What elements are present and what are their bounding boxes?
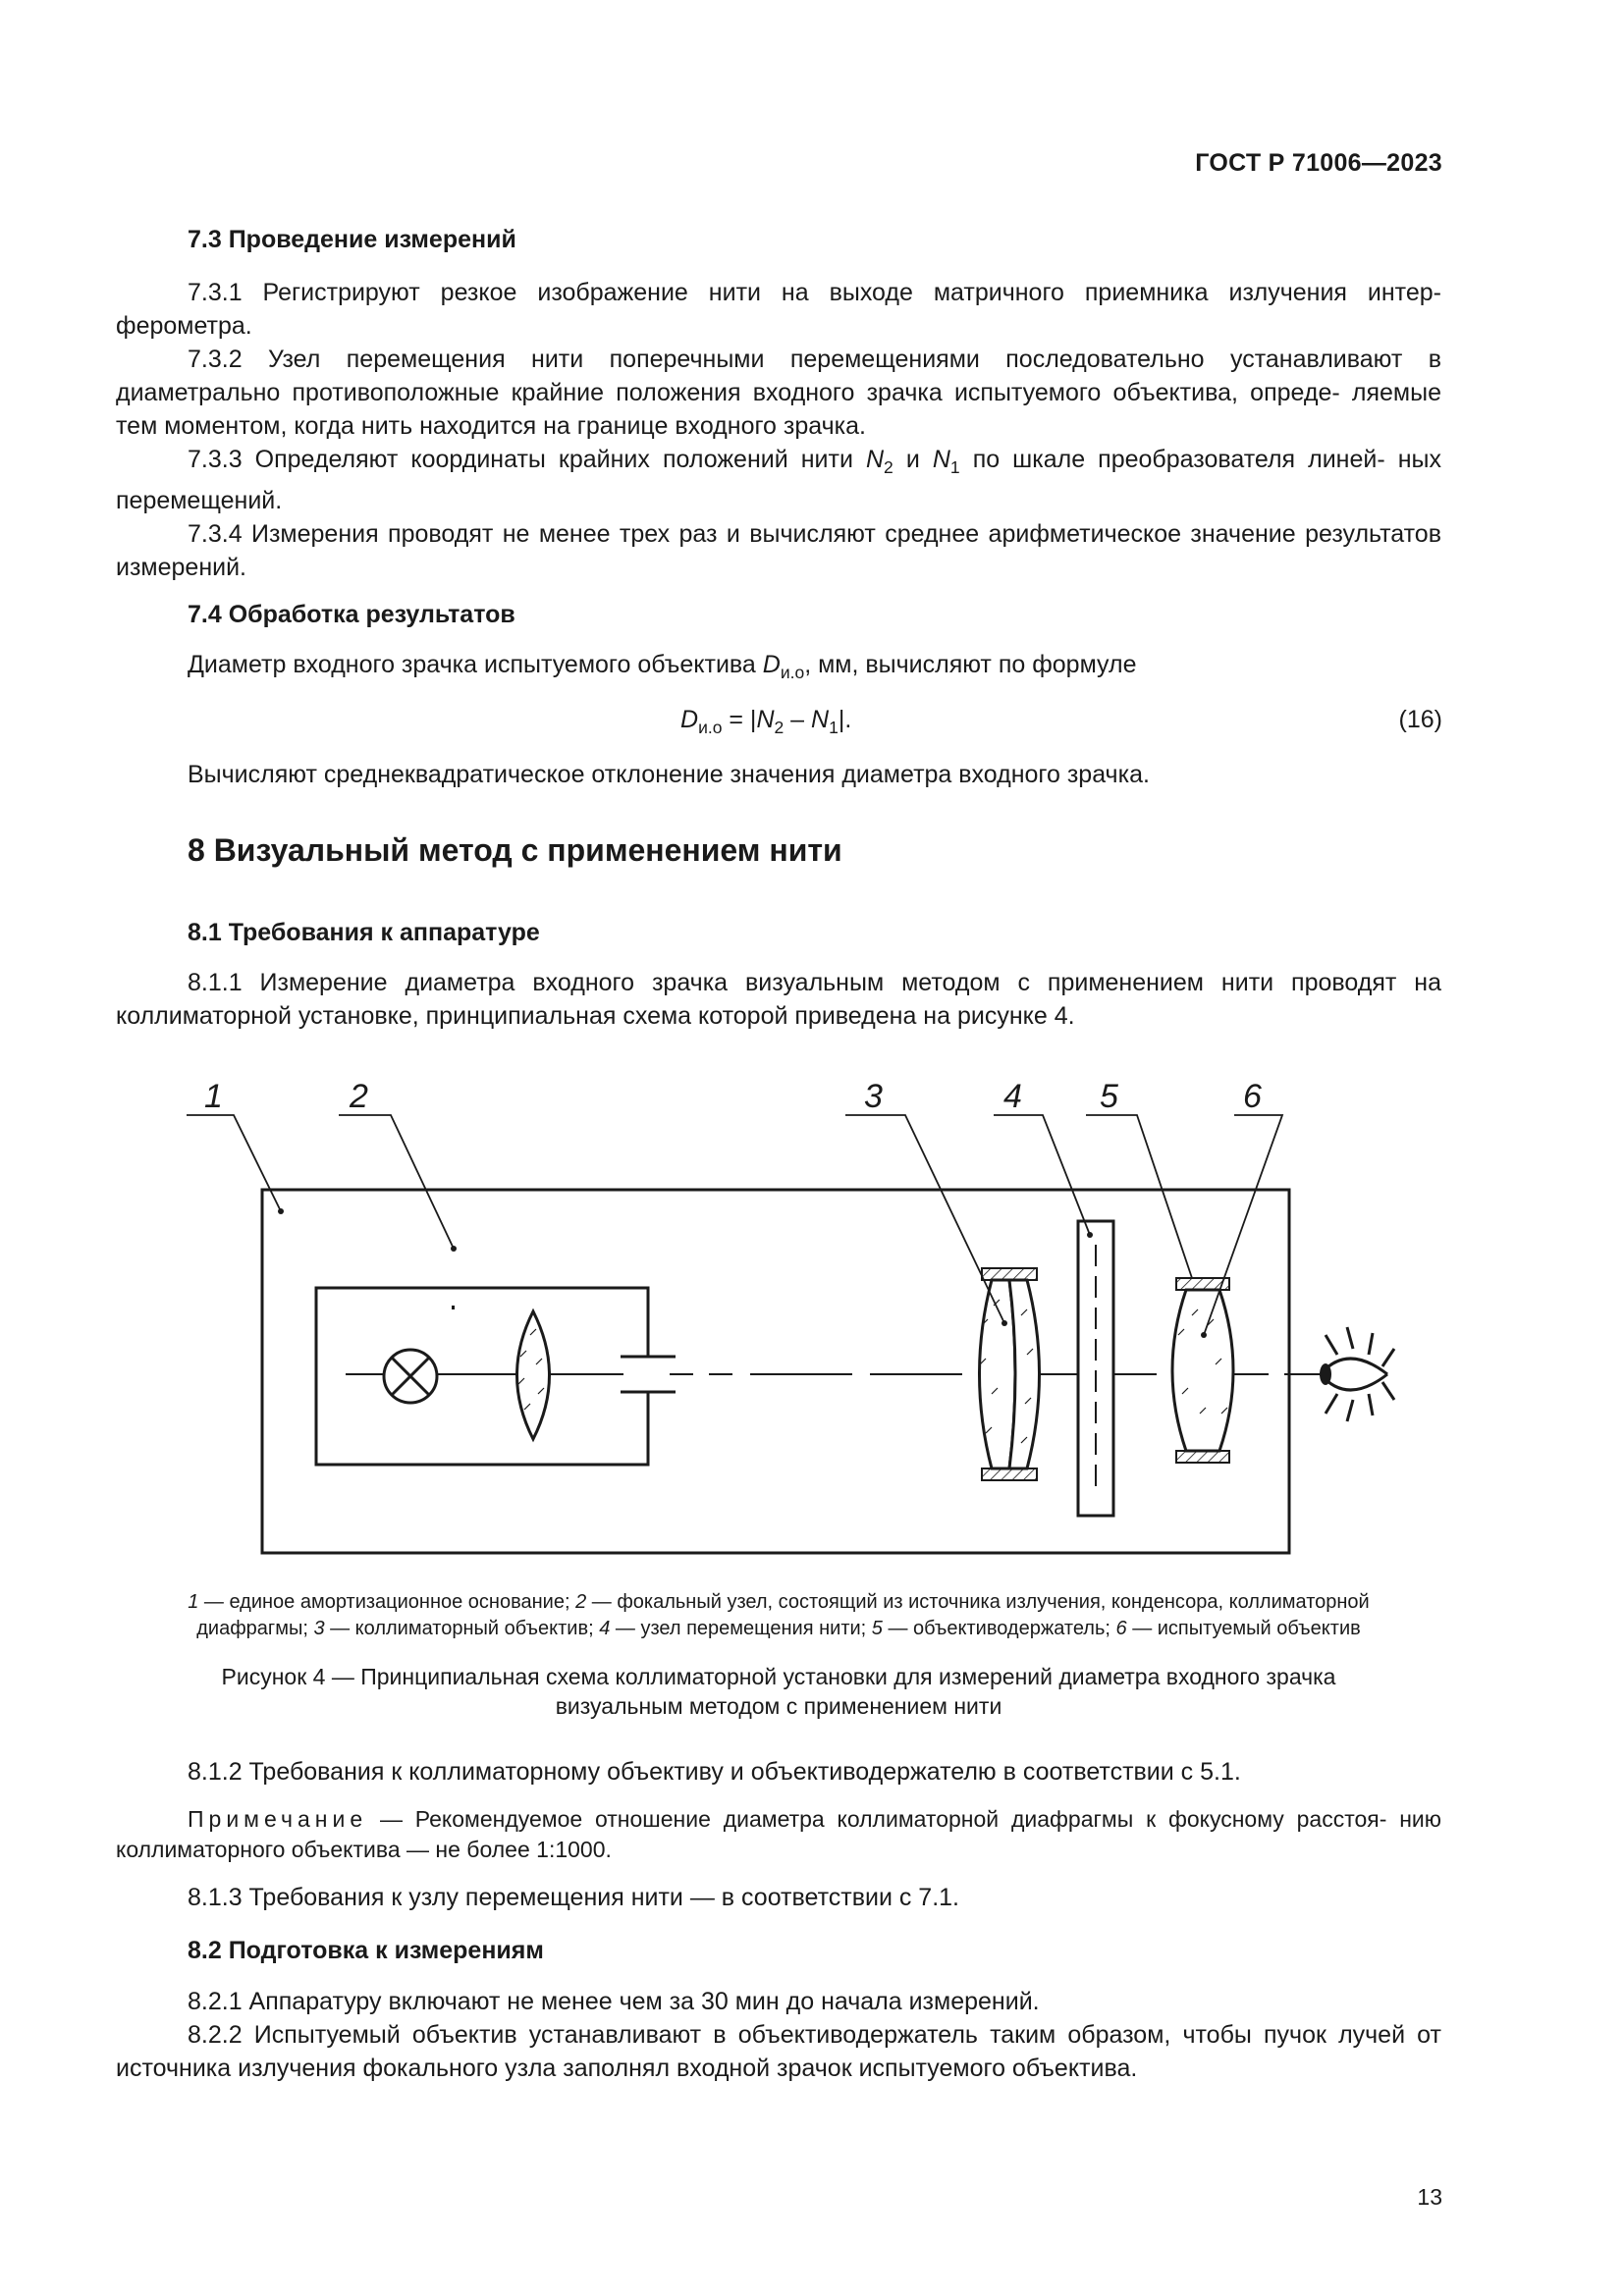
legend-key: 3	[313, 1618, 325, 1639]
legend-key: 6	[1115, 1618, 1127, 1639]
paragraph-7-3-3	[116, 443, 1441, 517]
formula-number: (16)	[1398, 706, 1442, 733]
legend-text: — фокальный узел, состоящий из источника излучения, конденсора, коллиматорной	[586, 1591, 1370, 1613]
text-line: 8.2.1 Аппаратуру включают не менее чем за 30 мин до начала измерений.	[188, 1988, 1040, 2015]
eye-icon	[1321, 1327, 1394, 1421]
subscript: 2	[884, 457, 893, 477]
figure-label-3: 3	[864, 1078, 883, 1115]
legend-key: 5	[871, 1618, 883, 1639]
text-line: 8.1.1 Измерение диаметра входного зрачка визуальным методом с применением нити проводят	[188, 969, 1397, 996]
text-line: 7.3.2 Узел перемещения нити поперечными перемещениями последовательно устанавливают в	[188, 346, 1441, 373]
legend-text: — коллиматорный объектив;	[324, 1618, 600, 1639]
text-run: , мм, вычисляют по формуле	[804, 651, 1137, 678]
section-8-title: 8 Визуальный метод с применением нити	[188, 832, 842, 868]
legend-line-1	[116, 1589, 1441, 1616]
text-line: лучей от источника излучения фокального узла заполнял входной зрачок испытуемого объектива.	[116, 2021, 1441, 2082]
section-8-2-body	[116, 1985, 1441, 2085]
figure-label-5: 5	[1100, 1078, 1118, 1115]
symbol-n: N	[811, 706, 830, 733]
symbol-n: N	[865, 446, 885, 473]
paragraph-7-3-4	[116, 517, 1441, 584]
section-7-4-title: 7.4 Обработка результатов	[188, 601, 515, 628]
subscript: 2	[774, 718, 785, 737]
caption-line: визуальным методом с применением нити	[555, 1693, 1002, 1719]
figure-label-6: 6	[1243, 1078, 1262, 1115]
paragraph-7-3-2	[116, 343, 1441, 443]
section-7-3-body	[116, 276, 1441, 584]
tested-objective	[1172, 1278, 1233, 1463]
text-run: — Рекомендуемое отношение диаметра коллиматорной диафрагмы к фокусному расстоя-	[367, 1806, 1387, 1832]
legend-key: 1	[188, 1591, 199, 1613]
legend-text: — узел перемещения нити;	[610, 1618, 872, 1639]
text-run: по шкале преобразователя линей-	[959, 446, 1385, 473]
legend-text: диафрагмы;	[196, 1618, 314, 1639]
text-line: результатов измерений.	[116, 520, 1441, 581]
section-7-4-intro	[188, 648, 1137, 689]
paragraph-7-3-1	[116, 276, 1441, 343]
formula-part: = |	[722, 706, 757, 733]
text-line: диаметрально противоположные крайние положения входного зрачка испытуемого объектива, опреде-	[116, 379, 1340, 406]
legend-text: — испытуемый объектив	[1126, 1618, 1361, 1639]
symbol-d: D	[680, 706, 699, 733]
paragraph-8-1-1	[116, 966, 1441, 1033]
text-line: ляемые тем моментом, когда нить находится на границе входного зрачка.	[116, 379, 1441, 440]
section-8-1-body	[116, 966, 1441, 1033]
text-line: 7.3.1 Регистрируют резкое изображение нити на выходе матричного приемника излучения интер-	[188, 279, 1441, 306]
text-line: 8.2.2 Испытуемый объектив устанавливают в объективодержатель таким образом, чтобы пучок	[188, 2021, 1326, 2049]
thread-displacement-unit	[1078, 1221, 1113, 1516]
section-8-2-title: 8.2 Подготовка к измерениям	[188, 1937, 544, 1964]
caption-line: Рисунок 4 — Принципиальная схема коллиматорной установки для измерений диаметра входного зрачка	[221, 1664, 1336, 1689]
formula-part: –	[784, 706, 812, 733]
subscript: и.о	[698, 718, 723, 737]
pupil	[1320, 1363, 1331, 1385]
page-number: 13	[1417, 2184, 1442, 2210]
formula-part: |.	[838, 706, 852, 733]
symbol-n: N	[932, 446, 950, 473]
collimator-objective	[980, 1268, 1040, 1480]
note-paragraph	[116, 1804, 1441, 1865]
paragraph-8-1-3: 8.1.3 Требования к узлу перемещения нити — в соответствии с 7.1.	[188, 1884, 959, 1911]
symbol-n: N	[756, 706, 775, 733]
text-line: ных перемещений.	[116, 446, 1442, 514]
note	[116, 1804, 1441, 1865]
legend-key: 4	[599, 1618, 611, 1639]
paragraph-8-2-1	[116, 1985, 1441, 2018]
legend-key: 2	[575, 1591, 587, 1613]
section-8-1-title: 8.1 Требования к аппаратуре	[188, 919, 540, 946]
condenser-lens	[517, 1311, 550, 1439]
legend-text: — объективодержатель;	[882, 1618, 1116, 1639]
text-run: Диаметр входного зрачка испытуемого объектива	[188, 651, 763, 678]
figure-label-4: 4	[1003, 1078, 1022, 1115]
section-7-3-title: 7.3 Проведение измерений	[188, 226, 516, 253]
collimator-scheme-figure	[0, 1070, 1624, 1580]
formula-16	[680, 703, 851, 744]
subscript: и.о	[780, 663, 805, 682]
text-line: 7.3.4 Измерения проводят не менее трех раз и вычисляют среднее арифметическое значение	[188, 520, 1296, 548]
note-label: Примечание	[188, 1806, 368, 1832]
subscript: 1	[829, 718, 839, 737]
section-7-4-after: Вычисляют среднеквадратическое отклонение значения диаметра входного зрачка.	[188, 761, 1150, 788]
legend-text: — единое амортизационное основание;	[198, 1591, 576, 1613]
focal-unit-box	[316, 1288, 648, 1465]
text-run: 7.3.3 Определяют координаты крайних положений нити	[188, 446, 866, 473]
text-run: и	[893, 446, 933, 473]
text-line: на коллиматорной установке, принципиальная схема которой приведена на рисунке 4.	[116, 969, 1441, 1030]
light-source-icon	[384, 1350, 437, 1403]
subscript: 1	[949, 457, 960, 477]
figure-label-1: 1	[204, 1078, 223, 1115]
figure-label-2: 2	[350, 1078, 368, 1115]
document-code: ГОСТ Р 71006—2023	[1195, 149, 1442, 177]
figure-caption	[116, 1662, 1441, 1721]
figure-legend	[116, 1589, 1441, 1642]
legend-line-2	[116, 1616, 1441, 1642]
text-line: нию коллиматорного объектива — не более 1:1000.	[116, 1806, 1442, 1862]
symbol-d: D	[762, 651, 781, 678]
paragraph-8-1-2: 8.1.2 Требования к коллиматорному объективу и объективодержателю в соответствии с 5.1.	[188, 1758, 1241, 1786]
text-line: ферометра.	[116, 312, 252, 340]
leader-lines	[187, 1115, 1282, 1335]
paragraph-8-2-2	[116, 2018, 1441, 2085]
